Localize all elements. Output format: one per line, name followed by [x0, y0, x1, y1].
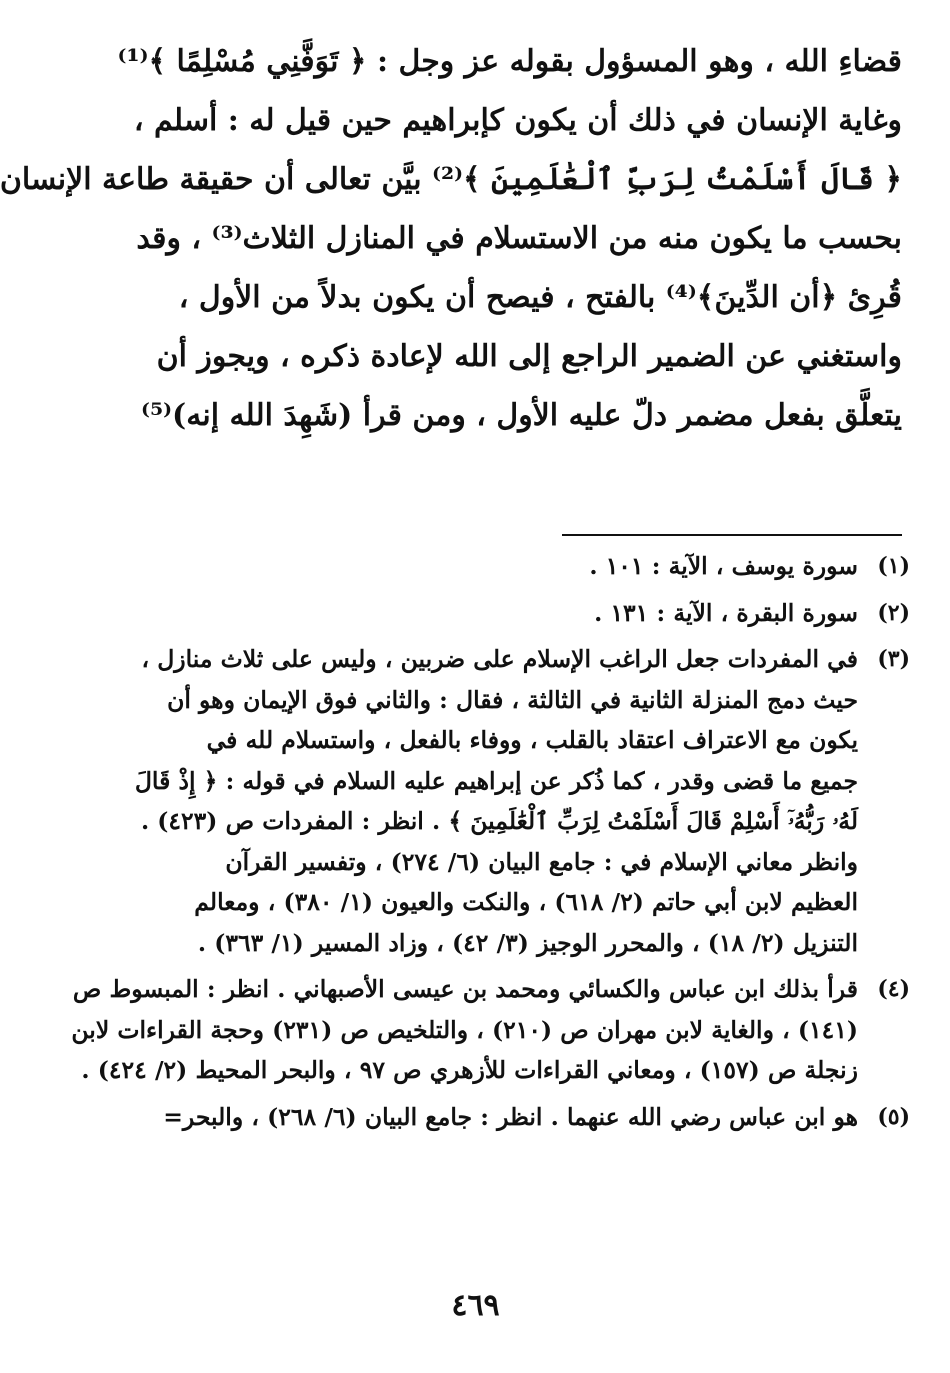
footnote-4: [71, 969, 910, 1091]
footnote-line: التنزيل (٢/ ١٨) ، والمحرر الوجيز (٣/ ٤٢) ، وزاد المسير (١/ ٣٦٣) .: [197, 928, 858, 957]
main-text-line: يتعلَّق بفعل مضمر دلّ عليه الأول ، ومن قرأ (شَهِدَ الله إنه)⁽⁵⁾: [141, 398, 902, 433]
footnote-line: سورة البقرة ، الآية : ١٣١ .: [594, 598, 858, 627]
main-text: [0, 32, 902, 445]
main-text-line: ﴿ قَالَ أَسْلَمْتُ لِرَبِّ ٱلْعَٰلَمِينَ ﴾⁽²⁾ بيَّن تعالى أن حقيقة طاعة الإنسان: [0, 162, 902, 197]
footnote-line: (١٤١) ، والغاية لابن مهران ص (٢١٠) ، والتلخيص ص (٢٣١) وحجة القراءات لابن: [71, 1015, 858, 1044]
footnote-separator: [562, 534, 902, 536]
main-text-line: قضاءِ الله ، وهو المسؤول بقوله عز وجل : ﴿ تَوَفَّنِي مُسْلِمًا ﴾⁽¹⁾: [117, 44, 902, 79]
footnote-line: جميع ما قضى وقدر ، كما ذُكر عن إبراهيم عليه السلام في قوله : ﴿ إِذْ قَالَ: [134, 766, 858, 795]
book-page: [1, 0, 950, 1373]
footnote-line: هو ابن عباس رضي الله عنهما . انظر : جامع البيان (٦/ ٢٦٨) ، والبحر=: [163, 1102, 858, 1131]
footnote-line: قرأ بذلك ابن عباس والكسائي ومحمد بن عيسى الأصبهاني . انظر : المبسوط ص: [72, 975, 858, 1003]
footnote-number: (٣): [877, 646, 910, 672]
main-text-line: واستغني عن الضمير الراجع إلى الله لإعادة ذكره ، ويجوز أن: [156, 339, 902, 374]
footnotes: [71, 546, 910, 1143]
footnote-line: سورة يوسف ، الآية : ١٠١ .: [589, 552, 858, 580]
main-text-line: وغاية الإنسان في ذلك أن يكون كإبراهيم حين قيل له : أسلم ،: [133, 103, 902, 138]
main-text-line: بحسب ما يكون منه من الاستسلام في المنازل الثلاث⁽³⁾ ، وقد: [136, 221, 902, 256]
footnote-number: (٤): [877, 976, 910, 1002]
footnote-line: حيث دمج المنزلة الثانية في الثالثة ، فقال : والثاني فوق الإيمان وهو أن: [167, 685, 858, 714]
footnote-3: [96, 639, 910, 963]
footnote-number: (٥): [877, 1103, 910, 1130]
footnote-5: [96, 1097, 910, 1138]
footnote-line: زنجلة ص (١٥٧) ، ومعاني القراءات للأزهري ص ٩٧ ، والبحر المحيط (٢/ ٤٢٤) .: [81, 1056, 858, 1084]
footnote-1: [96, 546, 910, 587]
footnote-2: [96, 593, 910, 634]
main-text-line: قُرِئ ﴿أن الدِّينَ﴾⁽⁴⁾ بالفتح ، فيصح أن يكون بدلاً من الأول ،: [178, 280, 902, 315]
footnote-number: (٢): [877, 599, 910, 626]
page-number: ٤٦٩: [451, 1288, 500, 1323]
footnote-line: في المفردات جعل الراغب الإسلام على ضربين ، وليس على ثلاث منازل ،: [141, 645, 858, 673]
footnote-number: (١): [877, 553, 910, 579]
footnote-line: يكون مع الاعتراف اعتقاد بالقلب ، ووفاء بالفعل ، واستسلام لله في: [206, 726, 858, 754]
footnote-line: لَهُۥ رَبُّهُۥٓ أَسْلِمْ قَالَ أَسْلَمْتُ لِرَبِّ ٱلْعَٰلَمِينَ ﴾ . انظر : المفردات ص (٤٢٣) .: [140, 807, 858, 835]
footnote-line: العظيم لابن أبي حاتم (٢/ ٦١٨) ، والنكت والعيون (١/ ٣٨٠) ، ومعالم: [194, 888, 858, 916]
footnote-line: وانظر معاني الإسلام في : جامع البيان (٦/ ٢٧٤) ، وتفسير القرآن: [225, 847, 858, 876]
